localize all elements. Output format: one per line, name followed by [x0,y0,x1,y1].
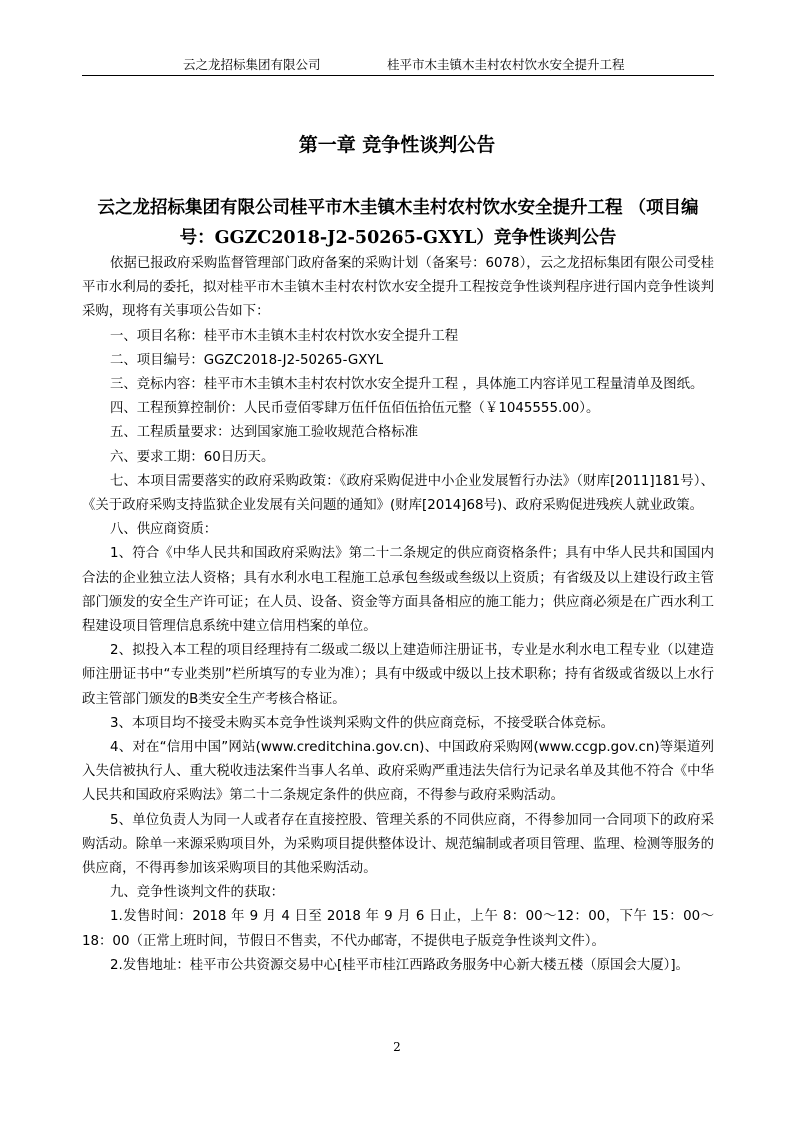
paragraph-documents-heading: 九、竞争性谈判文件的获取： [110,885,285,901]
paragraph-intro: 依据已报政府采购监督管理部门政府备案的采购计划（备案号：6078），云之龙招标集团有限公司受桂平市水利局的委托，拟对桂平市木圭镇木圭村农村饮水安全提升工程按竞争性谈判程序进行国内竞争性谈判采购，现将有关事项公告如下： [82,256,714,320]
chapter-title: 第一章 竞争性谈判公告 [298,134,496,156]
paragraph-project-name: 一、项目名称：桂平市木圭镇木圭村农村饮水安全提升工程 [110,328,459,344]
paragraph-sale-address: 2.发售地址：桂平市公共资源交易中心[桂平市桂江西路政务服务中心新大楼五楼（原国会大厦）]。 [110,957,689,973]
paragraph-qualification-2: 2、拟投入本工程的项目经理持有二级或二级以上建造师注册证书，专业是水利水电工程专业（以建造师注册证书中“专业类别”栏所填写的专业为准）；具有中级或中级以上技术职称；持有省级或省级以上水行政主管部门颁发的B类安全生产考核合格证。 [82,643,714,707]
paragraph-qualification-1: 1、符合《中华人民共和国政府采购法》第二十二条规定的供应商资格条件；具有中华人民共和国国内合法的企业独立法人资格；具有水利水电工程施工总承包叁级或叁级以上资质；有省级及以上建设行政主管部门颁发的安全生产许可证；在人员、设备、资金等方面具备相应的施工能力；供应商必须是在广西水利工程建设项目管理信息系统中建立信用档案的单位。 [82,546,714,635]
paragraph-policy: 七、本项目需要落实的政府采购政策：《政府采购促进中小企业发展暂行办法》（财库[2011]181号）、《关于政府采购支持监狱企业发展有关问题的通知》(财库[2014]68号)、政府采购促进残疾人就业政策。 [82,473,714,514]
header-project: 桂平市木圭镇木圭村农村饮水安全提升工程 [387,57,625,72]
page-number: 2 [393,1040,401,1054]
header-company: 云之龙招标集团有限公司 [183,57,321,72]
header-divider [82,75,714,76]
paragraph-project-number: 二、项目编号：GGZC2018-J2-50265-GXYL [110,352,384,368]
paragraph-qualification-5: 5、单位负责人为同一人或者存在直接控股、管理关系的不同供应商，不得参加同一合同项下的政府采购活动。除单一来源采购项目外，为采购项目提供整体设计、规范编制或者项目管理、监理、检测等服务的供应商，不得再参加该采购项目的其他采购活动。 [82,812,714,877]
paragraph-sale-time: 1.发售时间：2018 年 9 月 4 日至 2018 年 9 月 6 日止，上午 8：00～12：00，下午 15：00～18：00（正常上班时间，节假日不售卖，不代办邮寄，不提供电子版竞争性谈判文件）。 [82,909,714,949]
page-header [82,56,714,74]
paragraph-quality: 五、工程质量要求：达到国家施工验收规范合格标准 [110,425,418,441]
paragraph-bid-content: 三、竞标内容：桂平市木圭镇木圭村农村饮水安全提升工程 ，具体施工内容详见工程量清单及图纸。 [110,377,704,393]
paragraph-duration: 六、要求工期：60日历天。 [110,449,275,465]
paragraph-qualification-3: 3、本项目均不接受未购买本竞争性谈判采购文件的供应商竞标，不接受联合体竞标。 [110,715,614,731]
notice-body [82,252,714,978]
notice-title: 云之龙招标集团有限公司桂平市木圭镇木圭村农村饮水安全提升工程 （项目编号：GGZC2018-J2-50265-GXYL）竞争性谈判公告 [97,198,699,248]
paragraph-budget: 四、工程预算控制价：人民币壹佰零肆万伍仟伍佰伍拾伍元整（￥1045555.00）。 [110,401,600,417]
paragraph-qualification-heading: 八、供应商资质： [110,522,218,538]
paragraph-qualification-4: 4、对在“信用中国”网站(www.creditchina.gov.cn)、中国政府采购网(www.ccgp.gov.cn)等渠道列入失信被执行人、重大税收违法案件当事人名单、政府采购严重违法失信行为记录名单及其他不符合《中华人民共和国政府采购法》第二十二条规定条件的供应商，不得参与政府采购活动。 [82,740,714,804]
